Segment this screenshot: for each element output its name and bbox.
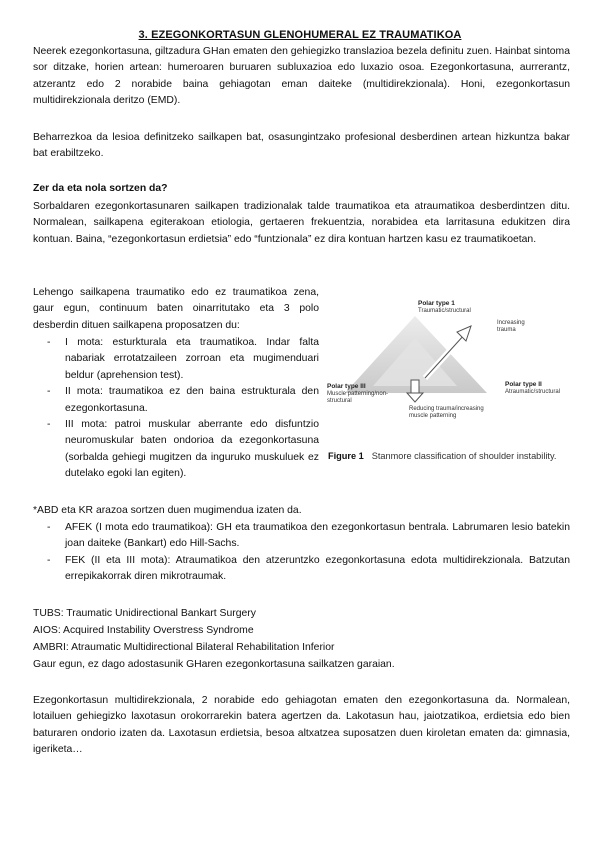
list-item: - I mota: esturkturala eta traumatikoa. Indar falta nabariak errotatzaileen zorroan eta mugimenduari beldur (aprehension test). <box>33 335 319 384</box>
instability-types-list <box>33 520 570 586</box>
list-item: - III mota: patroi muskular aberrante edo disfuntzio neuromuskular baten ondorioa da ezegonkortasuna (sorbalda gehiegi mugitzen da inguruko muskuluek ez dutelako egoki lan egiten). <box>33 417 319 483</box>
intro-paragraph: Neerek ezegonkortasuna, giltzadura GHan ematen den gehiegizko translazioa bezela definitu zuen. Hainbat sintoma sor ditzake, horien artean: humeroaren buruaren subluxazioa edo luxazio osoa. Ezegonkortasuna, aurrerantz, atzerantz edo 2 norabide baina gehiagotan eman daiteke (multidirekzionala). Honi, ezegonkortasun multidirekzionala deritzo (EMD). <box>33 46 570 107</box>
reducing-trauma-label-2: muscle patterning <box>409 413 457 419</box>
increasing-trauma-label-1: Increasing <box>497 320 525 326</box>
consensus-line: Gaur egun, ez dago adostasunik GHaren ezegonkortasuna sailkatzen garaian. <box>33 659 395 670</box>
polar2-title: Polar type II <box>505 381 542 388</box>
polar3-subtitle-2: structural <box>327 398 352 404</box>
list-item: - II mota: traumatikoa ez den baina estrukturala den ezegonkortasuna. <box>33 384 319 417</box>
abbreviation-line: TUBS: Traumatic Unidirectional Bankart Surgery <box>33 608 256 619</box>
abbreviation-line: AMBRI: Atraumatic Multidirectional Bilateral Rehabilitation Inferior <box>33 642 335 653</box>
polar1-subtitle: Traumatic/structural <box>418 308 471 314</box>
polar1-title: Polar type 1 <box>418 300 455 307</box>
stanmore-figure <box>325 298 575 448</box>
polar-intro-paragraph: Lehengo sailkapena traumatiko edo ez traumatikoa zena, gaur egun, continuum baten oinarritutako eta 3 polo desberdin dituen sailkapena proposatzen du: <box>33 287 319 331</box>
list-item: - FEK (II eta III mota): Atraumatikoa den atzeruntzko ezegonkortasuna edota multidirekzionala. Batzutan errepikakorrak diren mikrotraumak. <box>33 553 570 586</box>
closing-paragraph: Ezegonkortasun multidirekzionala, 2 norabide edo gehiagotan ematen den ezegonkortasuna da. Normalean, lotailuen gehiegizko laxotasun orokorrarekin batera agertzen da. Lakotasun hau, jaiotzatikoa, erdietsia edo bien baturaren ondorio izaten da. Laxotasun erdietsia, besoa altxatzea suposatzen duen kiroletan ematen da: gimnasia, igeriketa… <box>33 695 570 756</box>
list-item: - AFEK (I mota edo traumatikoa): GH eta traumatikoa den ezegonkortasun bentrala. Labrumaren lesio batekin joan daiteke (Bankart) edo Hill-Sachs. <box>33 520 570 553</box>
abbreviation-line: AIOS: Acquired Instability Overstress Syndrome <box>33 625 254 636</box>
figure-caption-label: Figure 1 <box>328 451 364 461</box>
polar3-title: Polar type III <box>327 383 366 390</box>
section-paragraph: Sorbaldaren ezegonkortasunaren sailkapen tradizionalak talde traumatikoa eta atraumatikoa desberdintzen ditu. Normalean, sailkapena egiterakoan etiologia, gertaeren frekuentzia, norabidea eta larritasuna edukitzen dira kontuan. Baina, “ezegonkortasun erdietsia” edo “funtzionala” ez dira kontuan hartzen kasu ez traumatikoetan. <box>33 201 570 245</box>
reducing-trauma-label-1: Reducing trauma/increasing <box>409 406 484 412</box>
polar3-subtitle-1: Muscle patterning/non- <box>327 391 389 397</box>
polar2-subtitle: Atraumatic/structural <box>505 389 561 395</box>
page-title: 3. EZEGONKORTASUN GLENOHUMERAL EZ TRAUMATIKOA <box>138 29 462 41</box>
figure-caption-text: Stanmore classification of shoulder instability. <box>371 451 557 461</box>
section-heading: Zer da eta nola sortzen da? <box>33 183 168 194</box>
polar-types-list <box>33 335 319 483</box>
classification-paragraph: Beharrezkoa da lesioa definitzeko sailkapen bat, osasungintzako profesional desberdinen artean hizkuntza bakar bat erabiltzeko. <box>33 132 570 160</box>
increasing-trauma-label-2: trauma <box>497 327 516 333</box>
stanmore-triangle-diagram <box>325 298 575 448</box>
abd-note: *ABD eta KR arazoa sortzen duen mugimendua izaten da. <box>33 505 302 516</box>
figure-caption <box>328 451 556 461</box>
